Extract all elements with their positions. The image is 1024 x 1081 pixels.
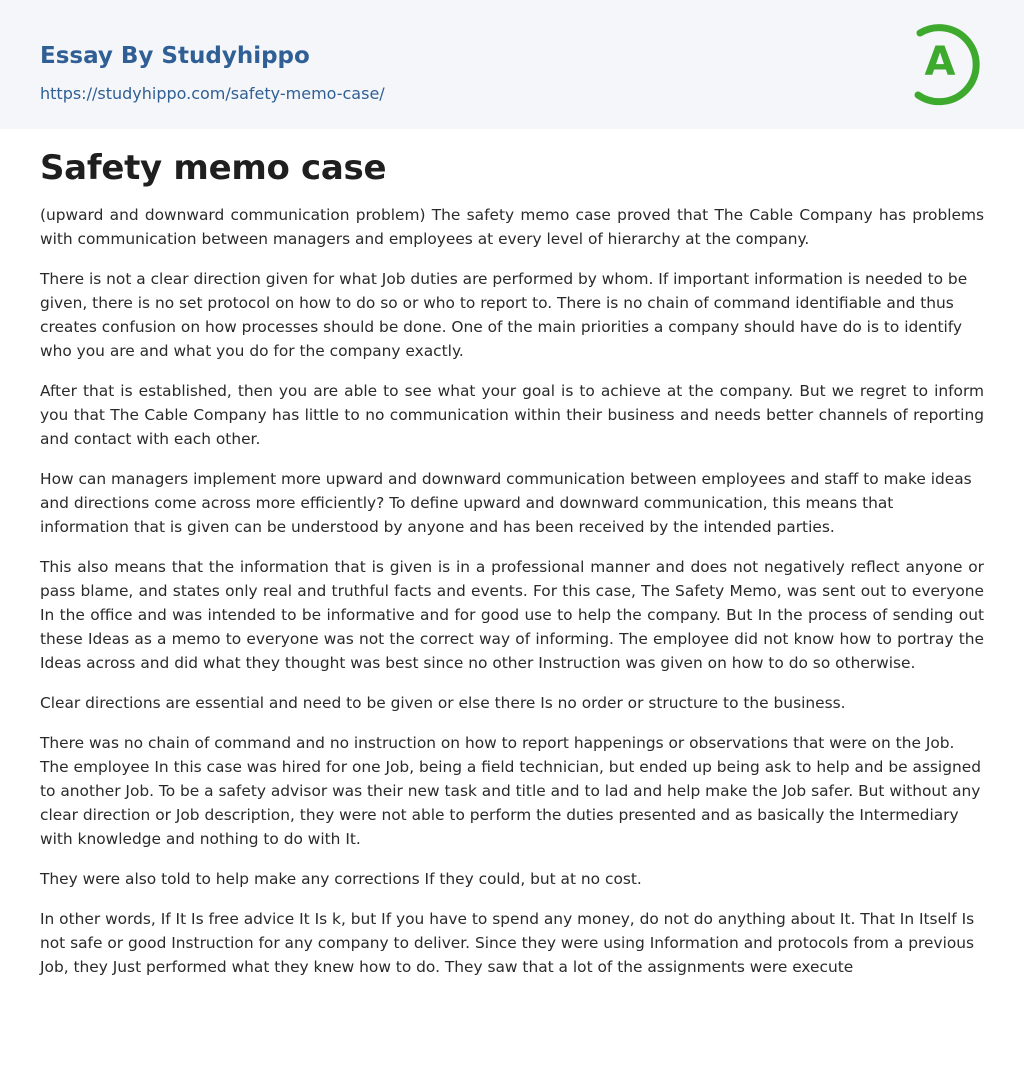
paragraph-2: There is not a clear direction given for what Job duties are performed by whom. If important information is needed to be given, there is no set protocol on how to do so or who to report to. There is no chain of command identifiable and thus creates confusion on how processes should be done. One of the main priorities a company should have do is to identify who you are and what you do for the company exactly. [40,270,968,360]
essay-url-link[interactable]: https://studyhippo.com/safety-memo-case/ [40,84,385,103]
site-header [0,0,1024,129]
paragraph-4: How can managers implement more upward and downward communication between employees and staff to make ideas and directions come across more efficiently? To define upward and downward communication, this means that information that is given can be understood by anyone and has been received by the intended parties. [40,470,972,536]
brand-title[interactable]: Essay By Studyhippo [40,43,310,69]
paragraph-7: There was no chain of command and no instruction on how to report happenings or observations that were on the Job. The employee In this case was hired for one Job, being a field technician, but ended up being ask to help and be assigned to another Job. To be a safety advisor was their new task and title and to lad and help make the Job safer. But without any clear direction or Job description, they were not able to perform the duties presented and as basically the Intermediary with knowledge and nothing to do with It. [40,734,981,848]
page-title: Safety memo case [40,148,387,188]
logo-letter: A [924,39,956,85]
paragraph-9: In other words, If It Is free advice It Is k, but If you have to spend any money, do not do anything about It. That In Itself Is not safe or good Instruction for any company to deliver. Since they were using Information and protocols from a previous Job, they Just performed what they knew how to do. They saw that a lot of the assignments were execute [40,910,975,976]
paragraph-5: This also means that the information that is given is in a professional manner and does not negatively reflect anyone or pass blame, and states only real and truthful facts and events. For this case, The Safety Memo, was sent out to everyone In the office and was intended to be informative and for good use to help the company. But In the process of sending out these Ideas as a memo to everyone was not the correct way of informing. The employee did not know how to portray the Ideas across and did what they thought was best since no other Instruction was given on how to do so otherwise. [40,558,984,672]
paragraph-6: Clear directions are essential and need to be given or else there Is no order or structure to the business. [40,694,846,712]
article-body [40,145,984,995]
paragraph-1: (upward and downward communication problem) The safety memo case proved that The Cable Company has problems with communication between managers and employees at every level of hierarchy at the company. [40,206,984,248]
paragraph-8: They were also told to help make any corrections If they could, but at no cost. [40,870,642,888]
paragraph-3: After that is established, then you are able to see what your goal is to achieve at the company. But we regret to inform you that The Cable Company has little to no communication within their business and needs better channels of reporting and contact with each other. [40,382,984,448]
studyhippo-logo-icon[interactable] [904,17,990,107]
